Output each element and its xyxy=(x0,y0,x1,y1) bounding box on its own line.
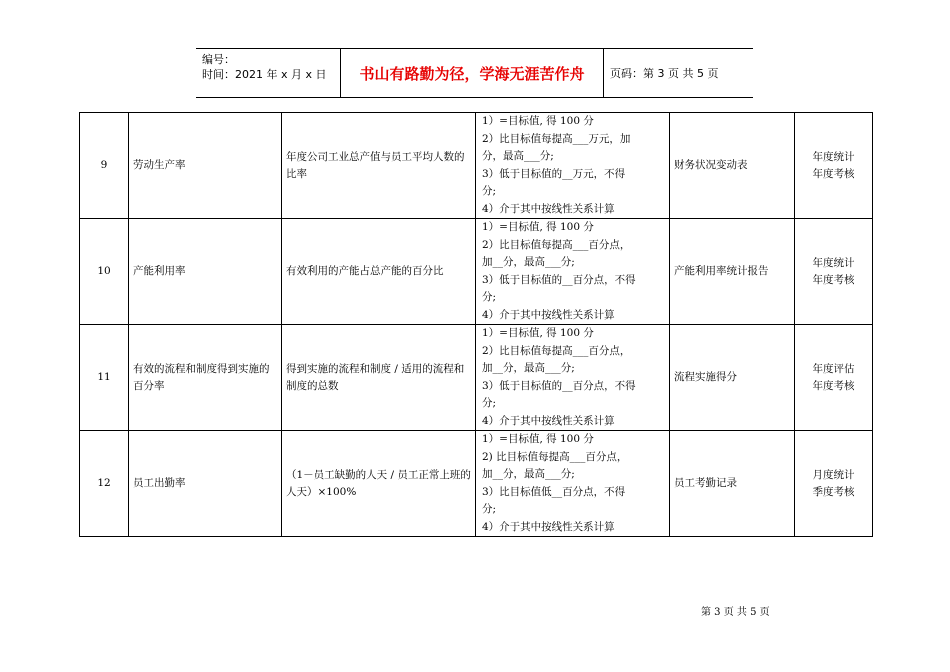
assessment-cycle xyxy=(795,325,873,431)
data-source: 产能利用率统计报告 xyxy=(670,219,795,325)
indicator-name: 员工出勤率 xyxy=(129,431,282,537)
table-row xyxy=(80,113,873,219)
page-header xyxy=(196,48,753,98)
standard-line: 2）比目标值每提高___万元，加 xyxy=(482,132,631,145)
indicator-definition: 得到实施的流程和制度 / 适用的流程和制度的总数 xyxy=(282,325,476,431)
standard-line: 加__分，最高___分; xyxy=(482,362,575,374)
cycle-line: 年度考核 xyxy=(812,167,855,180)
standard-line: 分; xyxy=(482,397,497,409)
cycle-line: 年度评估 xyxy=(812,362,855,375)
standard-line: 1）=目标值, 得 100 分 xyxy=(482,221,594,233)
header-motto: 书山有路勤为径，学海无涯苦作舟 xyxy=(340,49,604,97)
indicator-definition: 有效利用的产能占总产能的百分比 xyxy=(282,219,476,325)
standard-line: 分; xyxy=(482,185,497,197)
standard-line: 分; xyxy=(482,503,497,515)
standard-line: 2）比目标值每提高___百分点， xyxy=(482,238,631,251)
page-footer: 第 3 页 共 5 页 xyxy=(701,607,770,618)
row-number: 11 xyxy=(80,325,129,431)
row-number: 10 xyxy=(80,219,129,325)
assessment-cycle xyxy=(795,113,873,219)
row-number: 12 xyxy=(80,431,129,537)
scoring-standard xyxy=(476,113,670,219)
standard-line: 分，最高___分; xyxy=(482,150,554,162)
standard-line: 加__分，最高___分; xyxy=(482,468,575,480)
indicator-name: 产能利用率 xyxy=(129,219,282,325)
standard-line: 4）介于其中按线性关系计算 xyxy=(482,202,615,215)
standard-line: 3）比目标值低__百分点，不得 xyxy=(482,485,626,498)
standard-line: 3）低于目标值的__万元，不得 xyxy=(482,167,626,180)
kpi-table xyxy=(79,112,873,537)
scoring-standard xyxy=(476,431,670,537)
table-row xyxy=(80,219,873,325)
cycle-line: 年度统计 xyxy=(812,256,855,269)
cycle-line: 月度统计 xyxy=(812,468,855,481)
row-number: 9 xyxy=(80,113,129,219)
indicator-definition: 年度公司工业总产值与员工平均人数的比率 xyxy=(282,113,476,219)
cycle-line: 年度考核 xyxy=(812,379,855,392)
standard-line: 4）介于其中按线性关系计算 xyxy=(482,308,615,321)
cycle-line: 年度统计 xyxy=(812,150,855,163)
scoring-standard xyxy=(476,219,670,325)
cycle-line: 季度考核 xyxy=(812,485,855,498)
standard-line: 加__分，最高___分; xyxy=(482,256,575,268)
cycle-line: 年度考核 xyxy=(812,273,855,286)
table-row xyxy=(80,431,873,537)
scoring-standard xyxy=(476,325,670,431)
assessment-cycle xyxy=(795,219,873,325)
table-row xyxy=(80,325,873,431)
number-label: 编号： xyxy=(202,53,235,66)
indicator-definition: （1－员工缺勤的人天 / 员工正常上班的人天）×100% xyxy=(282,431,476,537)
standard-line: 4）介于其中按线性关系计算 xyxy=(482,520,615,533)
standard-line: 1）=目标值, 得 100 分 xyxy=(482,327,594,339)
header-page-label: 页码：第 3 页 共 5 页 xyxy=(610,67,719,80)
standard-line: 分; xyxy=(482,291,497,303)
standard-line: 1）=目标值, 得 100 分 xyxy=(482,115,594,127)
data-source: 财务状况变动表 xyxy=(670,113,795,219)
standard-line: 4）介于其中按线性关系计算 xyxy=(482,414,615,427)
indicator-name: 有效的流程和制度得到实施的百分率 xyxy=(129,325,282,431)
standard-line: 3）低于目标值的__百分点，不得 xyxy=(482,379,636,392)
standard-line: 2）比目标值每提高___百分点， xyxy=(482,344,631,357)
data-source: 流程实施得分 xyxy=(670,325,795,431)
assessment-cycle xyxy=(795,431,873,537)
time-label: 时间：2021 年 x 月 x 日 xyxy=(202,68,327,81)
header-meta xyxy=(196,49,340,97)
data-source: 员工考勤记录 xyxy=(670,431,795,537)
standard-line: 2) 比目标值每提高___百分点， xyxy=(482,450,628,463)
indicator-name: 劳动生产率 xyxy=(129,113,282,219)
standard-line: 3）低于目标值的__百分点，不得 xyxy=(482,273,636,286)
standard-line: 1）=目标值, 得 100 分 xyxy=(482,433,594,445)
